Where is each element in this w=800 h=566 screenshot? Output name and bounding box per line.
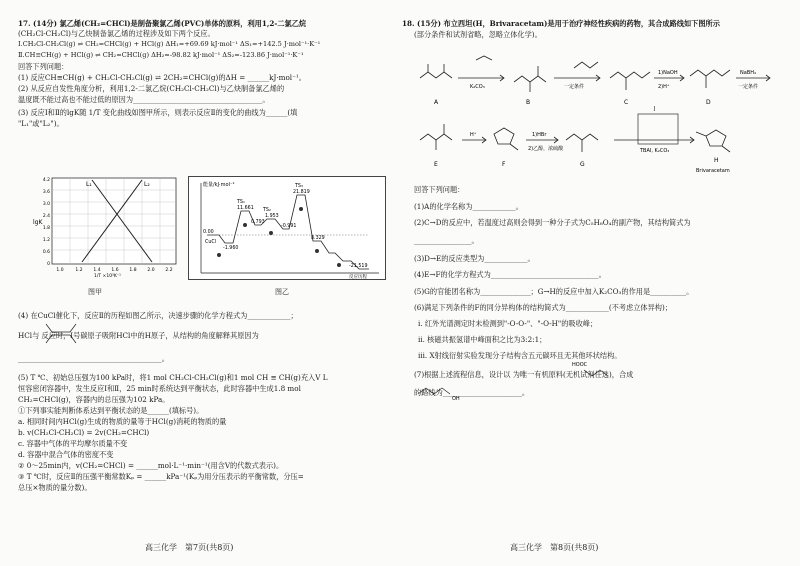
yi-zero: 0.00 — [203, 230, 214, 235]
ytick-2: 3.0 — [42, 202, 50, 207]
yi-e2: 11.661 — [237, 206, 254, 211]
hooc-label: HOOC — [572, 362, 588, 368]
q17-part-5f: ③ T ℃时，反应Ⅱ的压强平衡常数Kₚ = ______kPa⁻¹(Kₚ为用分压表示的平衡常数，分压= — [18, 472, 304, 481]
q17-option-a: a. 相同时间内HCl(g)生成的物质的量等于HCl(g)消耗的物质的量 — [18, 417, 227, 426]
q17-option-d: d. 容器中混合气体的密度不变 — [18, 450, 114, 459]
figure-jia-caption: 图甲 — [88, 288, 102, 296]
q17-part-2a: (2) 从反应自发性角度分析，利用1,2-二氯乙烷(CH₂Cl-CH₂Cl)与乙炔制备氯乙烯的 — [18, 84, 285, 93]
yi-e1: -1.960 — [223, 246, 239, 251]
q17-part-3a: (3) 反应Ⅰ和Ⅱ的lgK随 1/T 变化曲线如图甲所示，则表示反应Ⅱ的变化的曲线为______(填 — [18, 108, 298, 117]
reagent-g-h: TBAI, K₂CO₃ — [640, 148, 670, 154]
yi-e4: 1.953 — [265, 214, 279, 219]
yi-ylabel: 能量/kJ·mol⁻¹ — [203, 182, 235, 188]
q18-part-2a: (2)C→D的反应中，若温度过高则会得到一种分子式为C₅H₈O₄的副产物，其结构简式为 — [414, 218, 691, 227]
axis-ylabel: lgK — [33, 219, 43, 226]
diol-structure-icon — [414, 380, 464, 404]
q18-part-1: (1)A的化学名称为____________。 — [414, 202, 523, 211]
figure-yi-caption: 图乙 — [275, 288, 289, 296]
xtick-0: 1.0 — [56, 268, 64, 273]
reagent-a-b: K₂CO₃ — [470, 84, 485, 90]
ytick-4: 1.8 — [42, 226, 50, 231]
ytick-0: 4.2 — [42, 178, 50, 183]
q17-reaction-2: Ⅱ.CH≡CH(g) + HCl(g) ⇌ CH₂=CHCl(g) ΔH₂=-98.82 kJ·mol⁻¹ ΔS₂=-123.86 J·mol⁻¹·K⁻¹ — [18, 51, 304, 59]
footer-page-8: 高三化学 第8页(共8页) — [510, 543, 599, 552]
ytick-6: 0.6 — [42, 250, 50, 255]
q18-part-5: (5)G的官能团名称为______________；G→H的反应中加入K₂CO₃的作用是__________。 — [414, 287, 694, 296]
yi-e5: 21.819 — [293, 190, 310, 195]
label-d: D — [706, 99, 711, 106]
reagent-f-g-2: 2)乙醇，浓硫酸 — [528, 146, 564, 152]
label-l1: L₁ — [86, 181, 92, 188]
footer-page-7: 高三化学 第7页(共8页) — [145, 543, 234, 552]
synthesis-scheme — [414, 48, 778, 178]
label-l2: L₂ — [144, 181, 150, 188]
q18-condition-2: ii. 核磁共振氢谱中峰面积之比为3:2:1； — [418, 335, 547, 344]
right-page — [400, 0, 800, 566]
label-a: A — [434, 99, 439, 106]
q17-intro: (CH₂Cl-CH₂Cl)与乙炔制备氯乙烯的过程涉及如下两个反应。 — [18, 29, 215, 38]
label-f: F — [502, 161, 506, 168]
q17-part-4a: (4) 在CuCl催化下，反应Ⅱ的历程如图乙所示，决速步骤的化学方程式为____________； — [18, 311, 298, 320]
xtick-3: 1.6 — [111, 268, 119, 273]
yi-ts1: TS₁ — [237, 200, 245, 205]
yi-e6: 8.329 — [311, 236, 325, 241]
label-c: C — [624, 99, 629, 106]
reagent-e-f: H⁺ — [470, 132, 477, 138]
ytick-1: 3.6 — [42, 190, 50, 195]
q17-reaction-1: Ⅰ.CH₂Cl-CH₂Cl(g) ⇌ CH₂=CHCl(g) + HCl(g) ΔH₁=+69.69 kJ·mol⁻¹ ΔS₁=+142.5 J·mol⁻¹·K⁻¹ — [18, 40, 321, 48]
label-h: H — [714, 157, 719, 164]
yi-ts2: TS₂ — [263, 208, 271, 213]
q17-part-2b: 温度既不能过高也不能过低的原因为____________________________________。 — [18, 95, 270, 104]
q18-part-4: (4)E→F的化学方程式为______________________________。 — [414, 270, 606, 279]
q18-intro: (部分条件和试剂省略，忽略立体化学)。 — [414, 30, 542, 39]
q17-part-5a: (5) T ℃、初始总压强为100 kPa时，将1 mol CH₂Cl-CH₂Cl(g)和1 mol CH ≡ CH(g)充入V L — [18, 373, 328, 382]
q17-part-3b: "L₁"或"L₂")。 — [18, 119, 64, 128]
q17-part-5d: ①下列事实能判断体系达到平衡状态的是______(填标号)。 — [18, 406, 204, 415]
q18-part-6: (6)满足下列条件的F的同分异构体的结构简式为____________(不考虑立体异构)； — [414, 303, 672, 312]
yi-xlabel: 反应历程 — [349, 275, 367, 279]
q17-option-c: c. 容器中气体的平均摩尔质量不变 — [18, 439, 128, 448]
vinyl-structure-icon — [40, 318, 84, 348]
yi-e7: -21.519 — [349, 264, 368, 269]
figure-jia — [30, 172, 182, 278]
label-g: G — [580, 161, 585, 168]
label-e: E — [434, 161, 438, 168]
q17-part-5e: ② 0～25min内，v(CH₂=CHCl) = ______mol·L⁻¹·min⁻¹(用含V的代数式表示)。 — [18, 461, 284, 470]
reagent-c-d-2: 2)H⁺ — [658, 84, 670, 90]
label-b: B — [526, 99, 531, 106]
q18-condition-1: i. 红外光谱测定时未检测到"-O-O-"、"-O-H"的吸收峰； — [418, 319, 598, 328]
reagent-d-e-1: NaBH₄ — [740, 70, 756, 76]
q17-part-5g: 总压×物质的量分数)。 — [18, 483, 92, 492]
xtick-1: 1.2 — [75, 268, 83, 273]
q18-answer-prompt: 回答下列问题： — [414, 185, 465, 194]
q18-part-2b: ________________。 — [414, 236, 479, 245]
xtick-2: 1.4 — [93, 268, 101, 273]
q17-part-5b: 恒容密闭容器中，发生反应Ⅰ和Ⅱ，25 min时系统达到平衡状态，此时容器中生成1.8 mol — [18, 384, 301, 393]
q18-condition-3: iii. X射线衍射实验发现分子结构含五元碳环且无其他环状结构。 — [418, 351, 622, 360]
q17-part-4b: HCl与 反应时，Ⅰ号碳原子吸附HCl中的H原子，从结构的角度解释其原因为 — [18, 331, 259, 340]
yi-ts3: TS₃ — [295, 184, 303, 189]
xtick-4: 1.8 — [129, 268, 137, 273]
ytick-3: 2.4 — [42, 214, 50, 219]
q17-part-5c: CH₂=CHCl(g)，容器内的总压强为102 kPa。 — [18, 395, 170, 404]
reagent-b-c: 一定条件 — [564, 84, 585, 90]
label-j: J — [654, 106, 656, 112]
reagent-d-e-2: 一定条件 — [738, 84, 759, 90]
oh-label: OH — [452, 396, 460, 402]
ytick-7: 0 — [47, 262, 50, 267]
q17-answer-prompt: 回答下列问题： — [18, 62, 69, 71]
label-brivaracetam: Brivaracetam — [696, 168, 730, 174]
q17-part-4c: ________________________________________。 — [18, 354, 169, 363]
reagent-f-g-1: 1)HBr — [532, 132, 547, 138]
ytick-5: 1.2 — [42, 238, 50, 243]
figure-yi — [188, 176, 386, 280]
hooc-structure-icon — [570, 358, 620, 382]
yi-e3: 0.793 — [251, 220, 265, 225]
yi-e8: -0.991 — [281, 224, 297, 229]
q18-header: 18. (15分) 布立西坦(H，Brivaracetam)是用于治疗神经性疾病的药物，其合成路线如下图所示 — [402, 19, 720, 28]
reagent-c-d-1: 1)NaOH — [658, 70, 678, 76]
axis-xlabel: 1/T ×10³K⁻¹ — [94, 274, 121, 278]
q17-option-b: b. v(CH₂Cl-CH₂Cl) = 2v(CH₂=CHCl) — [18, 428, 150, 437]
q18-part-7a: (7)根据上述流程信息，设计以 为唯一有机原料(无机试剂任选)，合成 — [414, 370, 634, 379]
xtick-5: 2.0 — [147, 268, 155, 273]
xtick-6: 2.2 — [165, 268, 173, 273]
yi-cucl: CuCl — [205, 240, 217, 245]
q18-part-7b: 的路线为______________________。 — [414, 388, 530, 397]
q17-part-1: (1) 反应CH≡CH(g) + CH₂Cl-CH₂Cl(g) ⇌ 2CH₂=CHCl(g)的ΔH = ______kJ·mol⁻¹。 — [18, 73, 306, 82]
q17-header: 17. (14分) 氯乙烯(CH₂=CHCl)是制备聚氯乙烯(PVC)单体的原料，利用1,2-二氯乙烷 — [18, 19, 307, 28]
q18-part-3: (3)D→E的反应类型为____________。 — [414, 254, 535, 263]
